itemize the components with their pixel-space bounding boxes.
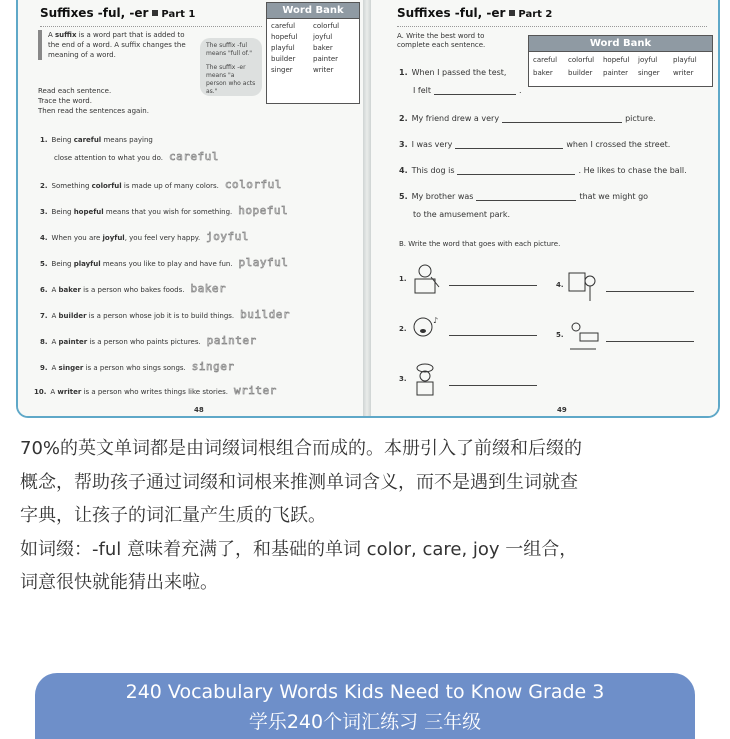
word-bank-word: builder	[568, 69, 593, 77]
item-text-pre: A	[51, 338, 59, 346]
banner-title-en: 240 Vocabulary Words Kids Need to Know Grade 3	[125, 681, 605, 703]
sentence-text: This dog is	[411, 166, 455, 175]
exercise-item	[40, 230, 249, 243]
sentence-text: picture.	[625, 114, 656, 123]
description-line: 概念，帮助孩子通过词缀和词根来推测单词含义，而不是遇到生词就查	[20, 471, 578, 493]
item-number: 4.	[40, 234, 48, 242]
word-bank-word: hopeful	[271, 33, 298, 41]
word-bank-word: colorful	[568, 56, 595, 64]
picture-answer-line[interactable]	[449, 385, 537, 386]
item-text-post: is a person who sings songs.	[83, 364, 186, 372]
instruction-line: Trace the word.	[38, 97, 92, 105]
word-bank-word: colorful	[313, 22, 340, 30]
sentence-item	[399, 166, 687, 175]
item-number: 5.	[40, 260, 48, 268]
sentence-number: 3.	[399, 140, 408, 149]
baker-picture-icon	[409, 363, 443, 397]
trace-word[interactable]: hopeful	[238, 204, 289, 217]
exercise-item	[40, 178, 282, 191]
word-bank-word: writer	[313, 66, 334, 74]
picture-number: 1.	[399, 275, 407, 283]
sentence-item	[399, 68, 506, 77]
answer-blank[interactable]	[455, 140, 563, 149]
item-number: 10.	[34, 388, 47, 396]
left-word-bank-title: Word Bank	[267, 3, 359, 19]
item-text-post: is a person whose job it is to build things.	[86, 312, 235, 320]
sentence-number: 2.	[399, 114, 408, 123]
item-keyword: careful	[73, 136, 102, 144]
trace-word[interactable]: playful	[238, 256, 289, 269]
word-bank-word: playful	[271, 44, 295, 52]
intro-bold: suffix	[55, 31, 77, 39]
trace-word[interactable]: builder	[240, 308, 291, 321]
item-text-pre: A	[51, 286, 59, 294]
singer-picture-icon	[409, 313, 443, 347]
banner-title-zh: 学乐240个词汇练习 三年级	[248, 711, 482, 733]
builder-picture-icon	[566, 319, 600, 353]
item-text-post: means you like to play and have fun.	[100, 260, 233, 268]
sentence-number: 1.	[399, 68, 408, 77]
right-word-bank-title: Word Bank	[529, 36, 712, 52]
trace-word[interactable]: baker	[190, 282, 227, 295]
picture-number: 3.	[399, 375, 407, 383]
page-number-right: 49	[557, 406, 567, 414]
item-keyword: writer	[57, 388, 82, 396]
item-text-post: means that you wish for something.	[103, 208, 233, 216]
answer-blank[interactable]	[502, 114, 622, 123]
item-keyword: colorful	[91, 182, 122, 190]
item-text-pre: Being	[51, 136, 74, 144]
item-text-post: , you feel very happy.	[124, 234, 201, 242]
answer-blank[interactable]	[476, 192, 576, 201]
description-line: 字典，让孩子的词汇量产生质的飞跃。	[20, 505, 326, 526]
picture-item	[399, 275, 407, 283]
sentence-text: .	[519, 86, 522, 95]
word-bank-word: writer	[673, 69, 694, 77]
exercise-item	[40, 136, 219, 163]
instruction-line: Read each sentence.	[38, 87, 112, 95]
sentence-number: 5.	[399, 192, 408, 201]
sentence-text: when I crossed the street.	[566, 140, 671, 149]
item-text-post: means paying	[101, 136, 153, 144]
trace-word[interactable]: writer	[234, 384, 277, 397]
left-title-part: Part 1	[161, 9, 196, 20]
picture-number: 2.	[399, 325, 407, 333]
item-number: 9.	[40, 364, 48, 372]
sentence-text: I felt	[413, 86, 431, 95]
exercise-item	[40, 334, 257, 347]
item-text-pre: A	[50, 388, 58, 396]
note-er: The suffix -er means "a person who acts as."	[206, 64, 256, 95]
item-text-pre: Something	[51, 182, 92, 190]
word-bank-word: careful	[271, 22, 296, 30]
picture-answer-line[interactable]	[606, 291, 694, 292]
picture-answer-line[interactable]	[449, 285, 537, 286]
word-bank-word: painter	[603, 69, 629, 77]
left-word-bank	[266, 2, 360, 104]
item-text-pre: A	[51, 364, 59, 372]
sentence-number: 4.	[399, 166, 408, 175]
trace-word[interactable]: colorful	[224, 178, 282, 191]
sentence-text: to the amusement park.	[413, 210, 511, 219]
page-number-left: 48	[194, 406, 204, 414]
word-bank-word: singer	[638, 69, 660, 77]
item-number: 3.	[40, 208, 48, 216]
description-line: 如词缀：-ful 意味着充满了，和基础的单词 color, care, joy 一组合，	[20, 538, 578, 560]
item-number: 1.	[40, 136, 48, 144]
item-number: 6.	[40, 286, 48, 294]
item-text-post: is a person who paints pictures.	[87, 338, 201, 346]
writer-picture-icon	[409, 263, 443, 297]
right-title-main: Suffixes -ful, -er	[397, 6, 506, 20]
left-title-main: Suffixes -ful, -er	[40, 6, 149, 20]
sentence-item-continued	[413, 86, 522, 95]
intro-rest: is a word part that is added to the end of a word. A suffix changes the meaning of a word.	[48, 31, 186, 59]
item-keyword: joyful	[102, 234, 125, 242]
picture-number: 5.	[556, 331, 564, 339]
word-bank-word: singer	[271, 66, 293, 74]
sentence-text: My friend drew a very	[411, 114, 500, 123]
sentence-text: When I passed the test,	[411, 68, 507, 77]
item-text-post: is a person who bakes foods.	[80, 286, 185, 294]
right-page	[371, 0, 718, 416]
picture-answer-line[interactable]	[449, 335, 537, 336]
exercise-item	[34, 384, 277, 397]
intro-pre: A	[48, 31, 56, 39]
item-text-post: is a person who writes things like stories.	[81, 388, 228, 396]
item-keyword: singer	[58, 364, 84, 372]
trace-word[interactable]: painter	[206, 334, 257, 347]
exercise-item	[40, 204, 288, 217]
word-bank-word: hopeful	[603, 56, 630, 64]
sentence-text: I was very	[411, 140, 453, 149]
sentence-item-continued	[413, 210, 510, 219]
item-number: 7.	[40, 312, 48, 320]
picture-answer-line[interactable]	[606, 341, 694, 342]
product-title-banner	[35, 673, 695, 739]
item-text-pre: Being	[51, 260, 74, 268]
picture-item	[556, 331, 564, 339]
svg-text:♪: ♪	[433, 316, 439, 325]
trace-word[interactable]: joyful	[206, 230, 249, 243]
suffix-definition	[38, 30, 188, 60]
word-bank-word: playful	[673, 56, 697, 64]
item-text-pre: When you are	[51, 234, 103, 242]
right-page-title	[397, 6, 552, 20]
word-bank-word: builder	[271, 55, 296, 63]
instructions-b: B. Write the word that goes with each picture.	[399, 240, 561, 248]
item-keyword: baker	[58, 286, 81, 294]
instruction-line: Then read the sentences again.	[38, 107, 149, 115]
item-text-line2: close attention to what you do.	[54, 154, 163, 162]
instructions-a: A. Write the best word to complete each sentence.	[397, 32, 486, 49]
trace-word[interactable]: singer	[191, 360, 235, 373]
book-spread	[16, 0, 720, 418]
exercise-item	[40, 360, 235, 373]
picture-number: 4.	[556, 281, 564, 289]
trace-word[interactable]: careful	[169, 150, 219, 163]
sentence-item	[399, 192, 648, 201]
item-keyword: painter	[58, 338, 88, 346]
item-keyword: playful	[73, 260, 101, 268]
right-word-bank	[528, 35, 713, 87]
item-number: 8.	[40, 338, 48, 346]
answer-blank[interactable]	[434, 86, 516, 95]
sentence-text: My brother was	[411, 192, 474, 201]
sentence-item	[399, 114, 656, 123]
word-bank-word: careful	[533, 56, 558, 64]
sentence-text: . He likes to chase the ball.	[578, 166, 687, 175]
answer-blank[interactable]	[457, 166, 575, 175]
item-text-pre: A	[51, 312, 59, 320]
left-page	[18, 0, 363, 416]
right-title-part: Part 2	[518, 9, 553, 20]
note-ful: The suffix -ful means "full of."	[206, 42, 252, 57]
exercise-item	[40, 282, 226, 295]
item-keyword: hopeful	[73, 208, 104, 216]
word-bank-word: painter	[313, 55, 339, 63]
description-line: 词意很快就能猜出来啦。	[20, 572, 218, 593]
word-bank-word: baker	[533, 69, 553, 77]
book-spine	[363, 0, 371, 416]
picture-item	[399, 375, 407, 383]
suffix-note-bubble	[200, 38, 262, 96]
picture-item	[556, 281, 564, 289]
word-bank-word: baker	[313, 44, 333, 52]
sentence-item	[399, 140, 670, 149]
item-number: 2.	[40, 182, 48, 190]
description-text	[20, 432, 715, 600]
item-text-post: is made up of many colors.	[121, 182, 219, 190]
item-text-pre: Being	[51, 208, 74, 216]
picture-item	[399, 316, 439, 333]
description-line: 70%的英文单词都是由词缀词根组合而成的。本册引入了前缀和后缀的	[20, 438, 583, 459]
item-keyword: builder	[58, 312, 87, 320]
painter-picture-icon	[566, 269, 600, 303]
word-bank-word: joyful	[313, 33, 333, 41]
exercise-item	[40, 256, 288, 269]
left-page-title	[40, 6, 195, 20]
left-instructions	[38, 86, 208, 116]
sentence-text: that we might go	[579, 192, 649, 201]
exercise-item	[40, 308, 290, 321]
word-bank-word: joyful	[638, 56, 658, 64]
